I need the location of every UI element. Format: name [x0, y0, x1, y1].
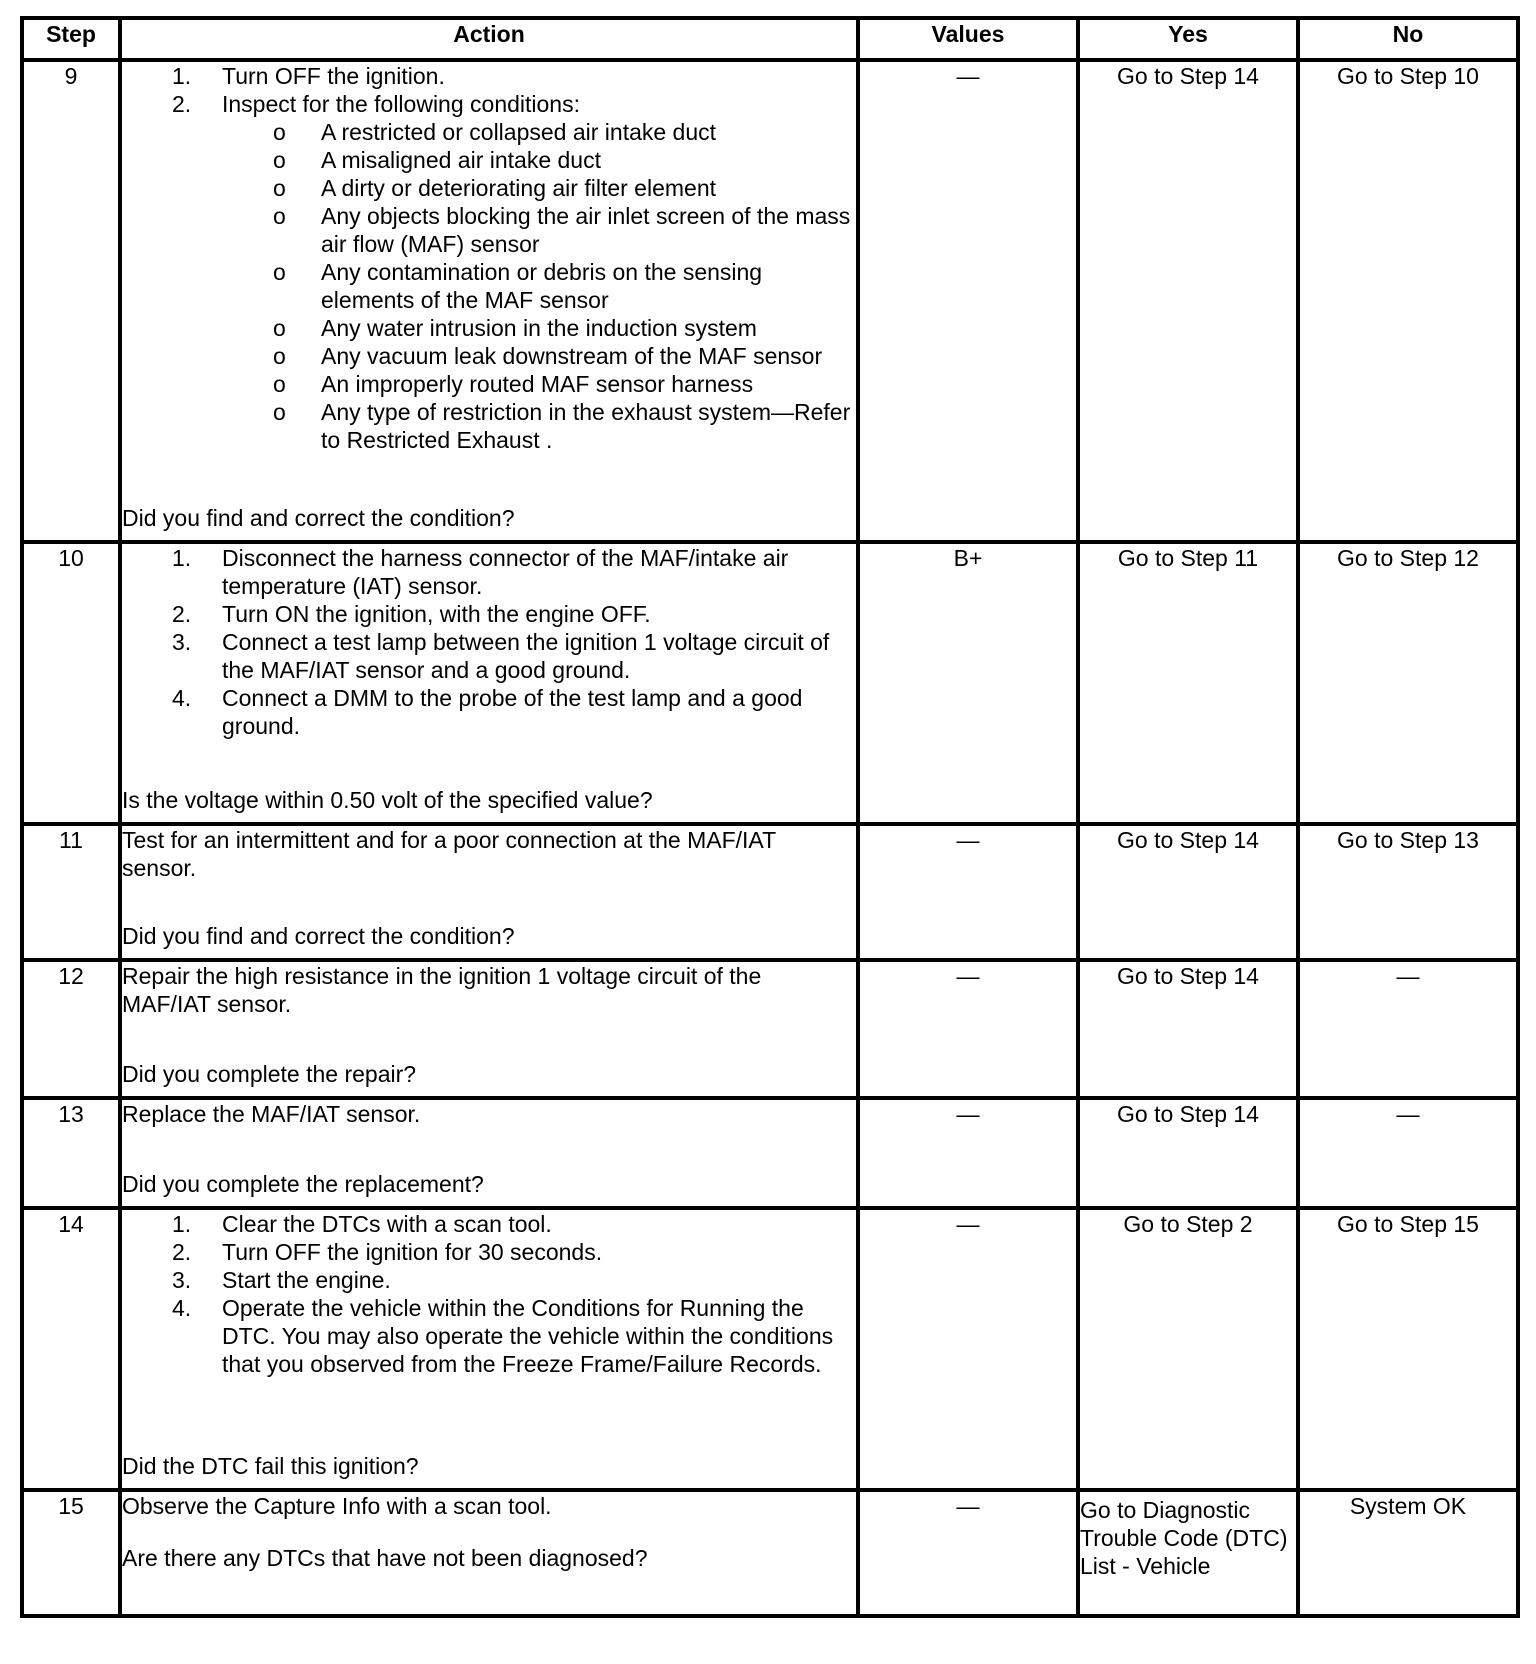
- header-no: No: [1298, 18, 1518, 60]
- yes-link[interactable]: Go to Step 14: [1078, 1098, 1298, 1208]
- yes-link[interactable]: Go to Step 11: [1078, 542, 1298, 824]
- step-number: 15: [22, 1490, 120, 1616]
- action-cell: [120, 60, 858, 542]
- action-text: Repair the high resistance in the ignition 1 voltage circuit of the MAF/IAT sensor.: [122, 963, 762, 1017]
- table-row: [22, 960, 1518, 1098]
- table-row: [22, 1208, 1518, 1490]
- header-values: Values: [858, 18, 1078, 60]
- step-number: 12: [22, 960, 120, 1098]
- values-cell: B+: [858, 542, 1078, 824]
- action-steps: [122, 544, 856, 740]
- no-link[interactable]: Go to Step 15: [1298, 1208, 1518, 1490]
- values-cell: —: [858, 824, 1078, 960]
- action-text: Observe the Capture Info with a scan tool.: [122, 1493, 552, 1519]
- step-number: 13: [22, 1098, 120, 1208]
- action-text: Test for an intermittent and for a poor connection at the MAF/IAT sensor.: [122, 827, 776, 881]
- action-question: Did the DTC fail this ignition?: [122, 1453, 419, 1479]
- values-cell: —: [858, 1490, 1078, 1616]
- condition-item: o A dirty or deteriorating air filter element: [273, 175, 717, 201]
- yes-link[interactable]: Go to Diagnostic Trouble Code (DTC) List - Vehicle: [1078, 1490, 1298, 1616]
- no-link[interactable]: Go to Step 10: [1298, 60, 1518, 542]
- yes-link[interactable]: Go to Step 14: [1078, 824, 1298, 960]
- header-step: Step: [22, 18, 120, 60]
- action-question: Did you find and correct the condition?: [122, 505, 515, 531]
- action-cell: [120, 1098, 858, 1208]
- condition-item: o Any vacuum leak downstream of the MAF sensor: [273, 343, 823, 369]
- no-link: —: [1298, 960, 1518, 1098]
- values-cell: —: [858, 1208, 1078, 1490]
- action-step: Operate the vehicle within the Conditions for Running the DTC. You may also operate the vehicle within the conditions that you observed from the Freeze Frame/Failure Records.: [222, 1295, 834, 1377]
- header-yes: Yes: [1078, 18, 1298, 60]
- condition-list: [222, 118, 856, 454]
- values-cell: —: [858, 1098, 1078, 1208]
- action-cell: [120, 960, 858, 1098]
- action-question: Did you complete the replacement?: [122, 1171, 484, 1197]
- action-step: Turn OFF the ignition.: [222, 63, 445, 89]
- action-text: Replace the MAF/IAT sensor.: [122, 1101, 421, 1127]
- action-step: Clear the DTCs with a scan tool.: [222, 1211, 552, 1237]
- values-cell: —: [858, 60, 1078, 542]
- action-steps: [122, 1210, 856, 1378]
- condition-item: o A restricted or collapsed air intake duct: [273, 119, 717, 145]
- table-row: [22, 60, 1518, 542]
- action-step: Turn OFF the ignition for 30 seconds.: [222, 1239, 603, 1265]
- no-link[interactable]: Go to Step 13: [1298, 824, 1518, 960]
- step-number: 9: [22, 60, 120, 542]
- condition-item: o A misaligned air intake duct: [273, 147, 601, 173]
- action-step: Turn ON the ignition, with the engine OFF.: [222, 601, 651, 627]
- header-action: Action: [120, 18, 858, 60]
- action-step: Start the engine.: [222, 1267, 391, 1293]
- header-row: [22, 18, 1518, 60]
- action-cell: [120, 1208, 858, 1490]
- action-step: Connect a test lamp between the ignition 1 voltage circuit of the MAF/IAT sensor and a good ground.: [222, 629, 830, 683]
- action-step: Inspect for the following conditions: o A restricted or collapsed air intake duct o A misaligned air intake duct o A dirty or deteriorating air filter element o Any objects blocking the air inlet screen of the mass air flow (MAF) sensor o Any contamination or debris on the sensing elements of the MAF sensor o Any water intrusion in the induction system o Any vacuum leak downstream of the MAF sensor o An improperly routed MAF sensor harness o Any type of restriction in the exhaust system—Refer to Restricted Exhaust .: [222, 90, 856, 454]
- no-link: —: [1298, 1098, 1518, 1208]
- step-number: 11: [22, 824, 120, 960]
- condition-item: o Any contamination or debris on the sensing elements of the MAF sensor: [273, 259, 763, 313]
- condition-item: o Any type of restriction in the exhaust system—Refer to Restricted Exhaust .: [273, 399, 851, 453]
- action-question: Did you complete the repair?: [122, 1061, 417, 1087]
- action-step: Connect a DMM to the probe of the test lamp and a good ground.: [222, 685, 803, 739]
- action-cell: [120, 1490, 858, 1616]
- yes-link[interactable]: Go to Step 2: [1078, 1208, 1298, 1490]
- action-question: Are there any DTCs that have not been diagnosed?: [122, 1545, 648, 1571]
- table-row: [22, 1098, 1518, 1208]
- action-question: Did you find and correct the condition?: [122, 923, 515, 949]
- action-step: Disconnect the harness connector of the MAF/intake air temperature (IAT) sensor.: [222, 545, 789, 599]
- action-steps: [122, 62, 856, 454]
- action-cell: [120, 542, 858, 824]
- action-question: Is the voltage within 0.50 volt of the specified value?: [122, 787, 653, 813]
- table-row: [22, 824, 1518, 960]
- condition-item: o An improperly routed MAF sensor harness: [273, 371, 754, 397]
- diagnostic-table: [20, 16, 1520, 1618]
- action-cell: [120, 824, 858, 960]
- yes-link[interactable]: Go to Step 14: [1078, 60, 1298, 542]
- values-cell: —: [858, 960, 1078, 1098]
- yes-link[interactable]: Go to Step 14: [1078, 960, 1298, 1098]
- no-link: System OK: [1298, 1490, 1518, 1616]
- step-number: 10: [22, 542, 120, 824]
- no-link[interactable]: Go to Step 12: [1298, 542, 1518, 824]
- condition-item: o Any water intrusion in the induction system: [273, 315, 757, 341]
- step-number: 14: [22, 1208, 120, 1490]
- table-row: [22, 1490, 1518, 1616]
- table-row: [22, 542, 1518, 824]
- condition-item: o Any objects blocking the air inlet screen of the mass air flow (MAF) sensor: [273, 203, 851, 257]
